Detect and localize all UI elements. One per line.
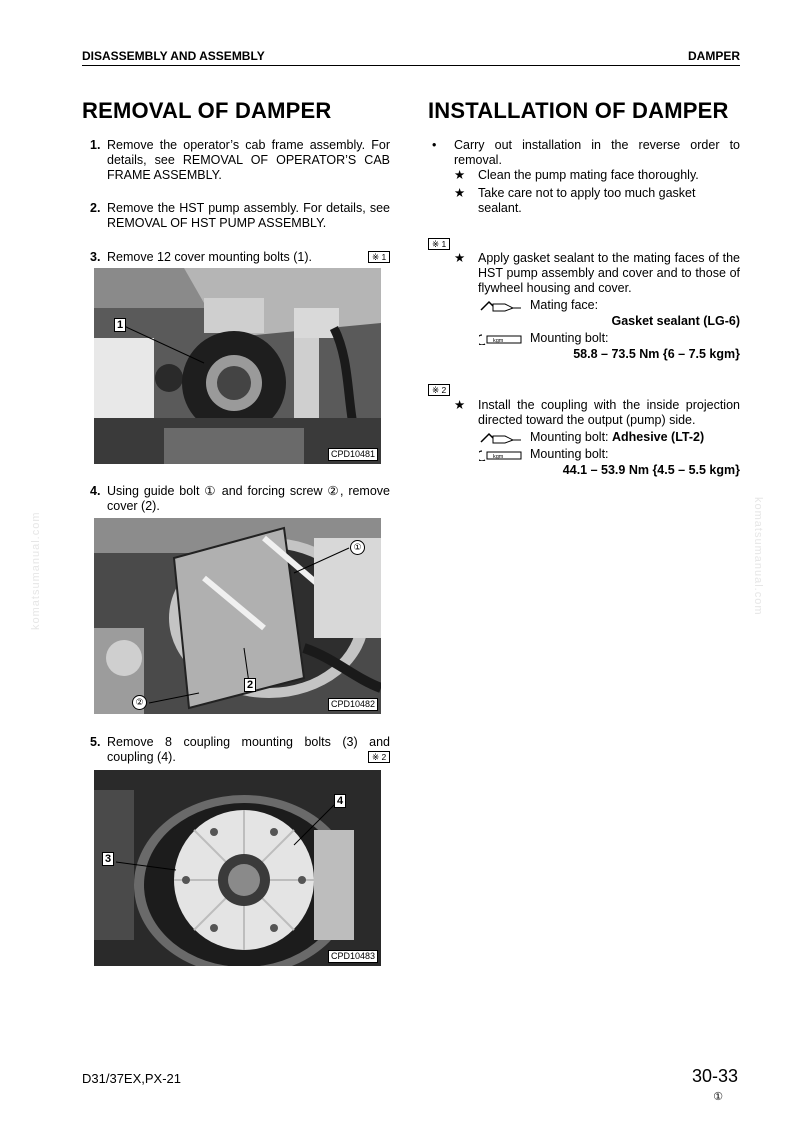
removal-step-4: 4. Using guide bolt ① and forcing screw ②, remove cover (2).: [90, 484, 390, 513]
callout-4: 4: [334, 794, 346, 808]
footer-revision: ①: [713, 1091, 723, 1103]
ref1-mating-label: Mating face:: [530, 298, 599, 312]
removal-step-5: 5. Remove 8 coupling mounting bolts (3) and coupling (4).: [90, 735, 390, 764]
sealant-tube-icon: [479, 300, 523, 312]
watermark-right: komatsumanual.com: [752, 497, 764, 616]
installation-heading: INSTALLATION OF DAMPER: [428, 98, 729, 123]
callout-forcing-screw: ②: [132, 695, 147, 710]
kgm-label: kgm: [493, 338, 504, 344]
star-icon: ★: [454, 251, 466, 265]
ref-label-2: ※ 2: [428, 384, 450, 396]
removal-step-1: 1. Remove the operator’s cab frame assembly. For details, see REMOVAL OF OPERATOR’S CAB FRAME ASSEMBLY.: [90, 138, 390, 182]
callout-2: 2: [244, 678, 256, 692]
ref1-bolt-value: 58.8 – 73.5 Nm {6 – 7.5 kgm}: [573, 347, 740, 361]
topic-title: DAMPER: [687, 49, 740, 63]
ref-label-1: ※ 1: [428, 238, 450, 250]
photo-cover-bolts: [94, 268, 381, 464]
ref2-bolt1-label: Mounting bolt:: [530, 430, 612, 444]
callout-1: 1: [114, 318, 126, 332]
sealant-tube-icon: [479, 432, 523, 444]
photo-coupling: [94, 770, 381, 966]
install-note-1: ★ Clean the pump mating face thoroughly.: [454, 168, 699, 182]
star-icon: ★: [454, 186, 466, 200]
photo-cover-bolts-image: [94, 268, 381, 464]
removal-step-3: 3. Remove 12 cover mounting bolts (1).: [90, 250, 312, 264]
section-title: DISASSEMBLY AND ASSEMBLY: [82, 49, 265, 63]
star-icon: ★: [454, 398, 466, 412]
install-intro: Carry out installation in the reverse order to removal.: [454, 138, 740, 167]
photo-remove-cover-image: [94, 518, 381, 714]
removal-step-2: 2. Remove the HST pump assembly. For details, see REMOVAL OF HST PUMP ASSEMBLY.: [90, 201, 390, 230]
ref1-instruction: ★ Apply gasket sealant to the mating faces of the HST pump assembly and cover and to those of flywheel housing and cover.: [454, 251, 740, 295]
ref2-bolt2-label: Mounting bolt:: [530, 447, 609, 461]
ref2-bolt2-value: 44.1 – 53.9 Nm {4.5 – 5.5 kgm}: [562, 463, 740, 477]
ref2-instruction: ★ Install the coupling with the inside projection directed toward the output (pump) side.: [454, 398, 740, 427]
page-header: [82, 47, 740, 66]
callout-3: 3: [102, 852, 114, 866]
install-bullet: •: [432, 138, 437, 152]
torque-wrench-icon: [479, 449, 523, 461]
star-icon: ★: [454, 168, 466, 182]
ref1-bolt-label: Mounting bolt:: [530, 331, 609, 345]
photo-code-2: CPD10482: [328, 698, 378, 711]
ref-marker-1: ※ 1: [368, 251, 390, 263]
callout-guide-bolt: ①: [350, 540, 365, 555]
photo-remove-cover: [94, 518, 381, 714]
ref2-bolt1: [530, 430, 704, 445]
photo-code-3: CPD10483: [328, 950, 378, 963]
install-note-2: ★ Take care not to apply too much gasket sealant.: [454, 186, 696, 215]
ref-marker-2: ※ 2: [368, 751, 390, 763]
removal-heading: REMOVAL OF DAMPER: [82, 98, 332, 123]
footer-model: D31/37EX,PX-21: [82, 1071, 182, 1086]
photo-code-1: CPD10481: [328, 448, 378, 461]
ref1-mating-value: Gasket sealant (LG-6): [611, 314, 740, 328]
torque-wrench-icon: [479, 333, 523, 345]
watermark-left: komatsumanual.com: [30, 511, 42, 630]
footer-page-number: 30-33: [691, 1066, 738, 1086]
kgm-label: kgm: [493, 454, 504, 460]
ref2-bolt1-value: Adhesive (LT-2): [612, 430, 705, 444]
